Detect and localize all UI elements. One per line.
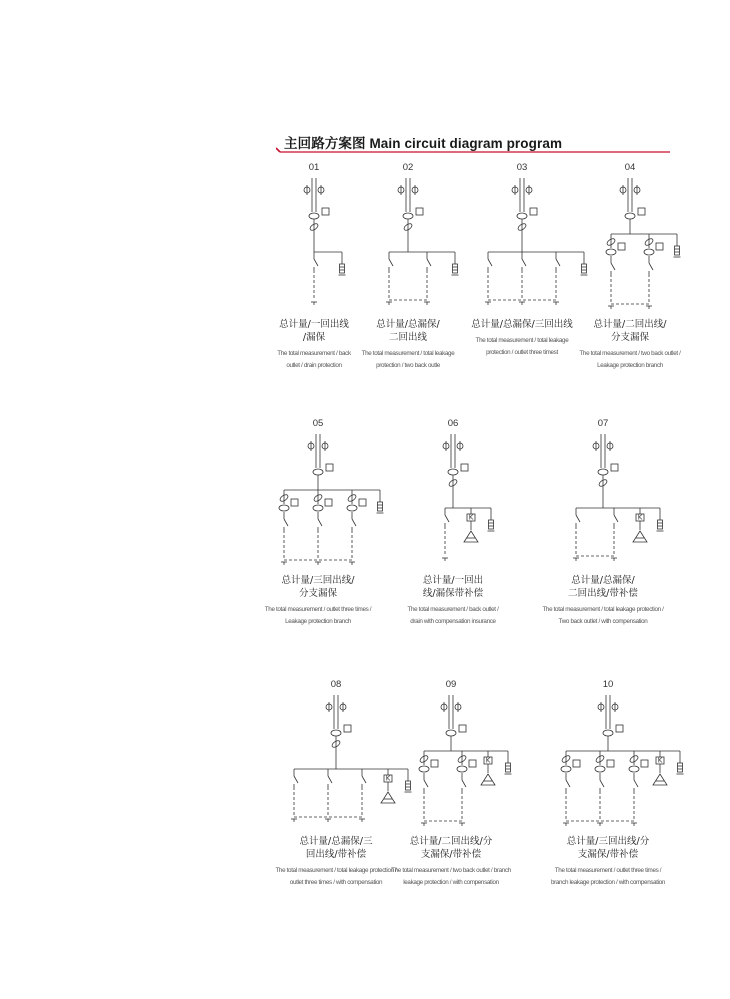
current-transformer-icon bbox=[598, 469, 608, 475]
phi-meter-icon bbox=[593, 441, 613, 451]
meter-icon bbox=[325, 499, 332, 506]
scheme-number: 04 bbox=[624, 162, 636, 173]
scheme-caption-zh: 支漏保/带补偿 bbox=[577, 849, 639, 860]
outlet-terminal-icon bbox=[573, 558, 579, 561]
meter-icon bbox=[611, 464, 618, 471]
scheme-caption-zh: 总计量/总漏保/ bbox=[376, 319, 440, 330]
incoming-line bbox=[334, 695, 338, 729]
svg-text:K: K bbox=[637, 513, 643, 522]
scheme-caption-en: The total measurement / total leakage protection / bbox=[542, 606, 664, 613]
phi-meter-icon bbox=[443, 441, 463, 451]
scheme-number: 09 bbox=[445, 679, 457, 690]
switch-icon bbox=[611, 260, 615, 274]
scheme-caption-en: The total measurement / two back outlet / bbox=[579, 350, 681, 357]
busbar bbox=[424, 747, 508, 751]
current-transformer-icon bbox=[313, 505, 323, 511]
phi-meter-icon bbox=[598, 702, 618, 712]
outlet-terminal-icon bbox=[611, 558, 617, 561]
meter-icon bbox=[656, 243, 663, 250]
switch-icon bbox=[318, 516, 322, 530]
meter-icon bbox=[530, 208, 537, 215]
current-transformer-icon bbox=[313, 469, 323, 475]
scheme-caption-en: branch leakage protection / with compensation bbox=[550, 879, 666, 886]
meter-icon bbox=[573, 760, 580, 767]
meter-icon bbox=[359, 499, 366, 506]
capacitor-bank-icon bbox=[481, 757, 495, 785]
switch-icon bbox=[649, 260, 653, 274]
switch-icon bbox=[352, 516, 356, 530]
switch-icon bbox=[462, 777, 466, 791]
section-header bbox=[276, 130, 670, 156]
meter-icon bbox=[638, 208, 645, 215]
busbar bbox=[576, 486, 660, 508]
scheme-caption-en: Leakage protection branch bbox=[285, 618, 351, 625]
scheme-number: 06 bbox=[447, 418, 459, 429]
meter-icon bbox=[607, 760, 614, 767]
scheme-caption-en: Two back outlet / with compensation bbox=[558, 618, 648, 625]
fuse-icon bbox=[657, 520, 664, 531]
page-title: 主回路方案图 Main circuit diagram program bbox=[284, 136, 563, 151]
svg-text:K: K bbox=[385, 774, 391, 783]
incoming-line bbox=[312, 178, 316, 212]
circuit-diagram bbox=[371, 695, 531, 830]
current-transformer-icon bbox=[448, 469, 458, 475]
meter-icon bbox=[431, 760, 438, 767]
scheme-caption-zh: /漏保 bbox=[302, 332, 326, 343]
switch-icon bbox=[427, 256, 431, 270]
switch-icon bbox=[566, 777, 570, 791]
scheme-caption-zh: 二回出线 bbox=[388, 332, 427, 343]
scheme-caption-zh: 分支漏保 bbox=[610, 332, 649, 343]
svg-text:K: K bbox=[485, 756, 491, 765]
outlet-terminal-icon bbox=[485, 302, 491, 305]
scheme-number: 01 bbox=[308, 162, 320, 173]
outlet-terminal-icon bbox=[442, 558, 448, 561]
capacitor-bank-icon bbox=[633, 514, 647, 542]
scheme-caption-zh: 总计量/三回出线/ bbox=[281, 575, 355, 586]
outlet-terminal-icon bbox=[631, 823, 637, 826]
phi-meter-icon bbox=[512, 185, 532, 195]
fuse-icon bbox=[677, 763, 684, 774]
current-transformer-icon bbox=[603, 730, 613, 736]
current-transformer-icon bbox=[606, 249, 616, 255]
phi-meter-icon bbox=[308, 441, 328, 451]
scheme-number: 05 bbox=[312, 418, 324, 429]
switch-icon bbox=[522, 256, 526, 270]
fuse-icon bbox=[674, 246, 681, 257]
outlet-terminal-icon bbox=[281, 562, 287, 565]
fuse-icon bbox=[488, 520, 495, 531]
meter-icon bbox=[618, 243, 625, 250]
scheme-number: 07 bbox=[597, 418, 609, 429]
scheme-caption-zh: 总计量/总漏保/三回出线 bbox=[471, 319, 573, 330]
circuit-diagram bbox=[528, 695, 688, 830]
scheme-caption-en: The total measurement / total leakage bbox=[361, 350, 455, 357]
svg-text:K: K bbox=[468, 513, 474, 522]
switch-icon bbox=[614, 512, 618, 526]
incoming-line bbox=[449, 695, 453, 729]
switch-icon bbox=[600, 777, 604, 791]
current-transformer-icon bbox=[309, 213, 319, 219]
scheme-caption-zh: 总计量/一回出 bbox=[422, 575, 484, 586]
scheme-caption-en: outlet / drain protection bbox=[286, 362, 342, 369]
meter-icon bbox=[616, 725, 623, 732]
incoming-line bbox=[520, 178, 524, 212]
incoming-line bbox=[406, 178, 410, 212]
switch-icon bbox=[445, 512, 449, 526]
outlet-terminal-icon bbox=[386, 302, 392, 305]
outlet-terminal-icon bbox=[311, 302, 317, 305]
scheme-caption-en: The total measurement / back bbox=[277, 350, 351, 357]
scheme-caption-en: The total measurement / back outlet / bbox=[407, 606, 499, 613]
current-transformer-icon bbox=[403, 213, 413, 219]
scheme-caption-zh: 总计量/总漏保/ bbox=[571, 575, 635, 586]
switch-icon bbox=[424, 777, 428, 791]
incoming-line bbox=[606, 695, 610, 729]
busbar bbox=[611, 230, 677, 234]
current-transformer-icon bbox=[446, 730, 456, 736]
outlet-terminal-icon bbox=[291, 819, 297, 822]
busbar bbox=[445, 486, 491, 508]
meter-icon bbox=[326, 464, 333, 471]
capacitor-bank-icon bbox=[464, 514, 478, 542]
busbar bbox=[566, 747, 680, 751]
switch-icon bbox=[294, 773, 298, 787]
switch-icon bbox=[284, 516, 288, 530]
circuit-diagram bbox=[550, 178, 710, 313]
scheme-caption-zh: 分支漏保 bbox=[298, 588, 337, 599]
fuse-icon bbox=[505, 763, 512, 774]
scheme-caption-zh: 总计量/二回出线/ bbox=[593, 319, 667, 330]
current-transformer-icon bbox=[561, 766, 571, 772]
scheme-caption-en: drain with compensation insurance bbox=[410, 618, 496, 625]
current-transformer-icon bbox=[347, 505, 357, 511]
scheme-caption-en: outlet three times / with compensation bbox=[289, 879, 383, 886]
outlet-terminal-icon bbox=[608, 306, 614, 309]
scheme-caption-zh: 回出线/带补偿 bbox=[305, 849, 367, 860]
scheme-number: 03 bbox=[516, 162, 528, 173]
current-transformer-icon bbox=[331, 730, 341, 736]
switch-icon bbox=[488, 256, 492, 270]
outlet-terminal-icon bbox=[421, 823, 427, 826]
scheme-caption-en: The total measurement / two back outlet / branch bbox=[391, 867, 511, 874]
switch-icon bbox=[362, 773, 366, 787]
current-transformer-icon bbox=[644, 249, 654, 255]
switch-icon bbox=[328, 773, 332, 787]
meter-icon bbox=[416, 208, 423, 215]
phi-meter-icon bbox=[398, 185, 418, 195]
circuit-diagram bbox=[373, 434, 533, 569]
outlet-terminal-icon bbox=[597, 823, 603, 826]
scheme-caption-en: The total measurement / outlet three times / bbox=[264, 606, 372, 613]
svg-text:K: K bbox=[657, 756, 663, 765]
scheme-caption-zh: 支漏保/带补偿 bbox=[420, 849, 482, 860]
meter-icon bbox=[461, 464, 468, 471]
current-transformer-icon bbox=[625, 213, 635, 219]
scheme-caption-zh: 二回出线/带补偿 bbox=[568, 588, 638, 599]
outlet-terminal-icon bbox=[646, 306, 652, 309]
current-transformer-icon bbox=[595, 766, 605, 772]
phi-meter-icon bbox=[304, 185, 324, 195]
outlet-terminal-icon bbox=[325, 819, 331, 822]
circuit-diagram bbox=[523, 434, 683, 569]
phi-meter-icon bbox=[620, 185, 640, 195]
capacitor-bank-icon bbox=[653, 757, 667, 785]
scheme-caption-zh: 线/漏保带补偿 bbox=[422, 588, 484, 599]
current-transformer-icon bbox=[279, 505, 289, 511]
scheme-caption-en: protection / two back outle bbox=[376, 362, 440, 369]
current-transformer-icon bbox=[517, 213, 527, 219]
scheme-number: 02 bbox=[402, 162, 414, 173]
scheme-caption-en: The total measurement / total leakage bbox=[475, 337, 569, 344]
scheme-caption-en: The total measurement / total leakage protection / bbox=[275, 867, 397, 874]
switch-icon bbox=[576, 512, 580, 526]
outlet-terminal-icon bbox=[459, 823, 465, 826]
meter-icon bbox=[291, 499, 298, 506]
current-transformer-icon bbox=[457, 766, 467, 772]
phi-meter-icon bbox=[326, 702, 346, 712]
scheme-number: 10 bbox=[602, 679, 614, 690]
scheme-caption-en: Leakage protection branch bbox=[597, 362, 663, 369]
phi-meter-icon bbox=[441, 702, 461, 712]
incoming-line bbox=[316, 434, 320, 468]
current-transformer-icon bbox=[629, 766, 639, 772]
outlet-terminal-icon bbox=[519, 302, 525, 305]
meter-icon bbox=[459, 725, 466, 732]
scheme-number: 08 bbox=[330, 679, 342, 690]
incoming-line bbox=[601, 434, 605, 468]
scheme-caption-zh: 总计量/三回出线/分 bbox=[566, 836, 650, 847]
outlet-terminal-icon bbox=[563, 823, 569, 826]
scheme-caption-zh: 总计量/总漏保/三 bbox=[299, 836, 373, 847]
switch-icon bbox=[389, 256, 393, 270]
scheme-caption-zh: 总计量/一回出线 bbox=[279, 319, 349, 330]
switch-icon bbox=[634, 777, 638, 791]
outlet-terminal-icon bbox=[349, 562, 355, 565]
scheme-caption-zh: 总计量/二回出线/分 bbox=[409, 836, 493, 847]
busbar bbox=[284, 486, 380, 490]
incoming-line bbox=[628, 178, 632, 212]
meter-icon bbox=[469, 760, 476, 767]
incoming-line bbox=[451, 434, 455, 468]
outlet-terminal-icon bbox=[424, 302, 430, 305]
switch-icon bbox=[314, 256, 318, 270]
outlet-terminal-icon bbox=[315, 562, 321, 565]
current-transformer-icon bbox=[419, 766, 429, 772]
scheme-caption-en: The total measurement / outlet three times / bbox=[554, 867, 662, 874]
outlet-terminal-icon bbox=[359, 819, 365, 822]
meter-icon bbox=[344, 725, 351, 732]
meter-icon bbox=[641, 760, 648, 767]
scheme-caption-en: leakage protection / with compensation bbox=[403, 879, 499, 886]
scheme-caption-en: protection / outlet three timest bbox=[486, 349, 558, 356]
